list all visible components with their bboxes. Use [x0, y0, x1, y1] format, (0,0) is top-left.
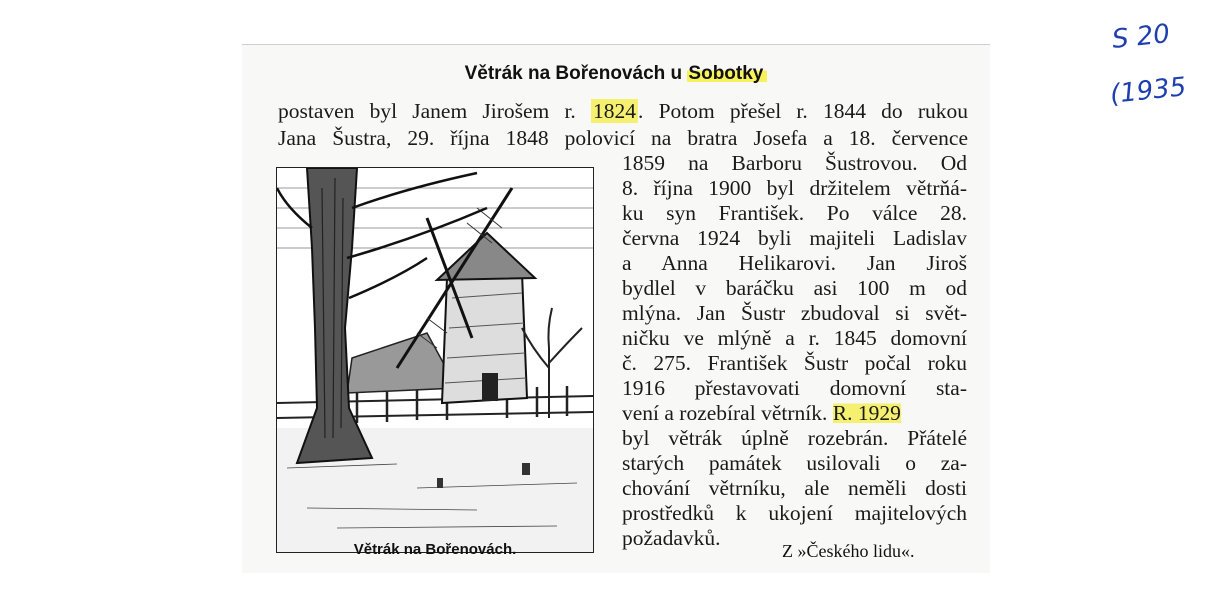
text-line-right: června 1924 byli majiteli Ladislav [622, 226, 967, 250]
windmill-illustration [276, 167, 594, 553]
illustration-caption: Větrák na Bořenovách. [353, 541, 517, 558]
text-line-right: 8. října 1900 byl držitelem větrňá- [622, 176, 967, 200]
source-credit: Z »Českého lidu«. [782, 541, 915, 561]
text-line-right: a Anna Helikarovi. Jan Jiroš [622, 251, 967, 275]
handwritten-note: S 20 [1110, 19, 1172, 55]
text-line-right: ničku ve mlýně a r. 1845 domovní [622, 326, 967, 350]
text-line-right: č. 275. František Šustr počal roku [622, 351, 967, 375]
text-line-right: chování větrníku, ale neměli dosti [622, 476, 967, 500]
title-text: Větrák na Bořenovách u [464, 63, 683, 84]
text-line-right: ku syn František. Po válce 28. [622, 201, 967, 225]
text-line-right: byl větrák úplně rozebrán. Přátelé [622, 426, 967, 450]
windmill-engraving [277, 168, 594, 553]
text-line-right: bydlel v baráčku asi 100 m od [622, 276, 967, 300]
article-title [242, 63, 990, 85]
text-line-right: 1916 přestavovati domovní sta- [622, 376, 967, 400]
text-segment: postaven byl Janem Jirošem r. [278, 99, 576, 123]
handwritten-year-note: (1935 [1108, 72, 1188, 110]
title-highlight: Sobotky [687, 63, 767, 84]
text-line-right-highlight [622, 401, 967, 425]
highlight-year: R. 1929 [832, 401, 901, 425]
text-segment: . Potom přešel r. 1844 do rukou [638, 99, 968, 123]
text-line-right: prostředků k ukojení majitelových [622, 501, 967, 525]
highlight-year: 1824 [593, 99, 636, 123]
text-line-right: 1859 na Barboru Šustrovou. Od [622, 151, 967, 175]
text-line-1 [278, 99, 968, 123]
text-line-right: mlýna. Jan Šustr zbudoval si svět- [622, 301, 967, 325]
text-line-2: Jana Šustra, 29. října 1848 polovicí na bratra Josefa a 18. července [278, 126, 968, 150]
newspaper-clipping [242, 44, 990, 573]
text-line-right: požadavků. [622, 526, 721, 550]
text-line-right: starých památek usilovali o za- [622, 451, 967, 475]
text-segment: vení a rozebíral větrník. [622, 401, 833, 425]
